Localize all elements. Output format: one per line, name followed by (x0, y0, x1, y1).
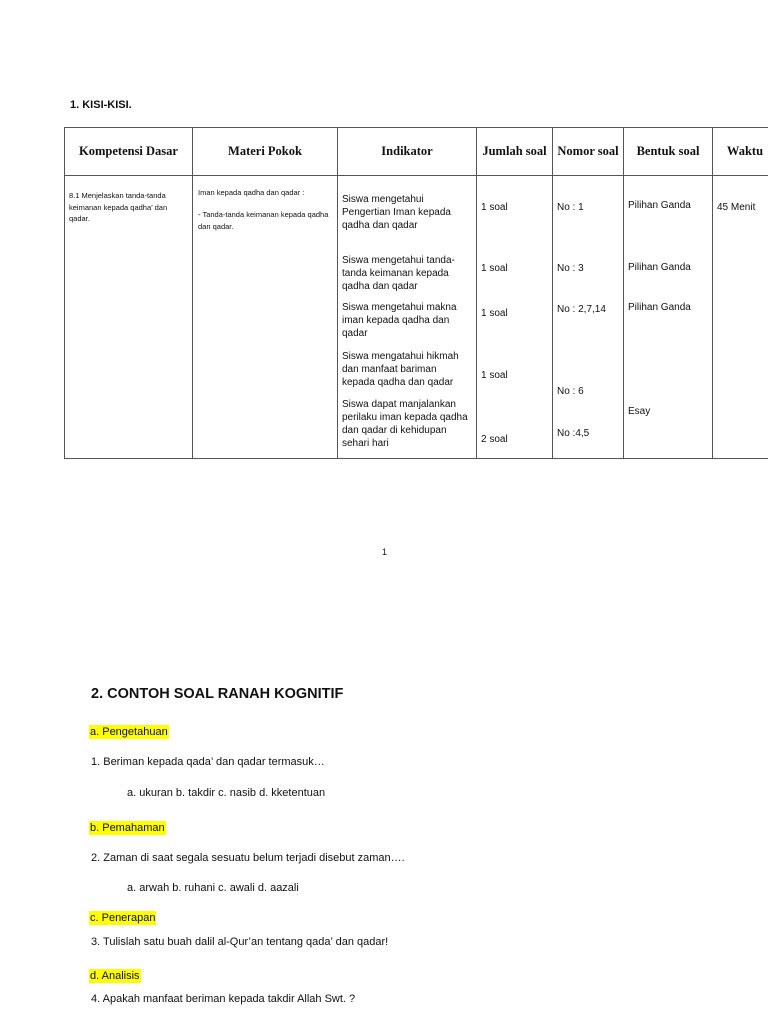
section-title-kisi: 1. KISI-KISI. (70, 99, 132, 111)
header-materi: Materi Pokok (193, 128, 338, 176)
jumlah-4: 1 soal (481, 370, 508, 381)
materi-line-2: - Tanda-tanda keimanan kepada qadha dan qadar. (198, 210, 329, 231)
question-1: 1. Beriman kepada qada’ dan qadar termasuk… (91, 756, 325, 768)
bentuk-3: Pilihan Ganda (628, 302, 691, 313)
indikator-2: Siswa mengetahui tanda-tanda keimanan kepada qadha dan qadar (342, 255, 455, 292)
jumlah-2: 1 soal (481, 263, 508, 274)
nomor-3: No : 2,7,14 (557, 304, 606, 315)
jumlah-5: 2 soal (481, 434, 508, 445)
header-kompetensi: Kompetensi Dasar (65, 128, 193, 176)
question-4: 4. Apakah manfaat beriman kepada takdir Allah Swt. ? (91, 993, 356, 1005)
bentuk-4: Esay (628, 406, 651, 417)
jumlah-1: 1 soal (481, 202, 508, 213)
question-2-options: a. arwah b. ruhani c. awali d. aazali (127, 882, 299, 894)
nomor-2: No : 3 (557, 263, 584, 274)
table-header-row (65, 128, 768, 176)
label-analisis-text: d. Analisis (90, 970, 140, 982)
cell-bentuk (624, 176, 713, 459)
kisi-table (64, 127, 768, 459)
header-bentuk: Bentuk soal (624, 128, 713, 176)
kompetensi-text: 8.1 Menjelaskan tanda-tanda keimanan kepada qadha’ dan qadar. (69, 191, 168, 223)
nomor-4: No : 6 (557, 386, 584, 397)
cell-jumlah (477, 176, 553, 459)
materi-line-1: Iman kepada qadha dan qadar : (198, 188, 305, 197)
table-row (65, 176, 768, 459)
label-pemahaman (89, 818, 166, 836)
header-nomor: Nomor soal (553, 128, 624, 176)
jumlah-3: 1 soal (481, 308, 508, 319)
bentuk-1: Pilihan Ganda (628, 200, 691, 211)
header-waktu: Waktu (713, 128, 768, 176)
nomor-5: No :4,5 (557, 428, 590, 439)
label-penerapan (89, 908, 156, 926)
page-number: 1 (382, 547, 388, 557)
cell-kompetensi (65, 176, 193, 459)
cell-waktu (713, 176, 768, 459)
label-analisis (89, 966, 141, 984)
indikator-5: Siswa dapat manjalankan perilaku iman kepada qadha dan qadar di kehidupan sehari hari (342, 399, 468, 449)
cell-materi (193, 176, 338, 459)
question-1-options: a. ukuran b. takdir c. nasib d. kketentuan (127, 787, 326, 799)
label-penerapan-text: c. Penerapan (90, 912, 156, 924)
waktu-text: 45 Menit (717, 202, 756, 213)
section-title-contoh-soal: 2. CONTOH SOAL RANAH KOGNITIF (91, 686, 344, 702)
cell-nomor (553, 176, 624, 459)
bentuk-2: Pilihan Ganda (628, 262, 691, 273)
label-pengetahuan (89, 722, 169, 740)
indikator-4: Siswa mengatahui hikmah dan manfaat bariman kepada qadha dan qadar (342, 351, 459, 388)
indikator-1: Siswa mengetahui Pengertian Iman kepada qadha dan qadar (342, 194, 451, 231)
cell-indikator (338, 176, 477, 459)
label-pengetahuan-text: a. Pengetahuan (90, 726, 168, 738)
indikator-3: Siswa mengetahui makna iman kepada qadha dan qadar (342, 302, 457, 339)
question-2: 2. Zaman di saat segala sesuatu belum terjadi disebut zaman…. (91, 852, 405, 864)
nomor-1: No : 1 (557, 202, 584, 213)
label-pemahaman-text: b. Pemahaman (90, 822, 165, 834)
question-3: 3. Tulislah satu buah dalil al-Qur’an tentang qada’ dan qadar! (91, 936, 389, 948)
header-indikator: Indikator (338, 128, 477, 176)
header-jumlah: Jumlah soal (477, 128, 553, 176)
